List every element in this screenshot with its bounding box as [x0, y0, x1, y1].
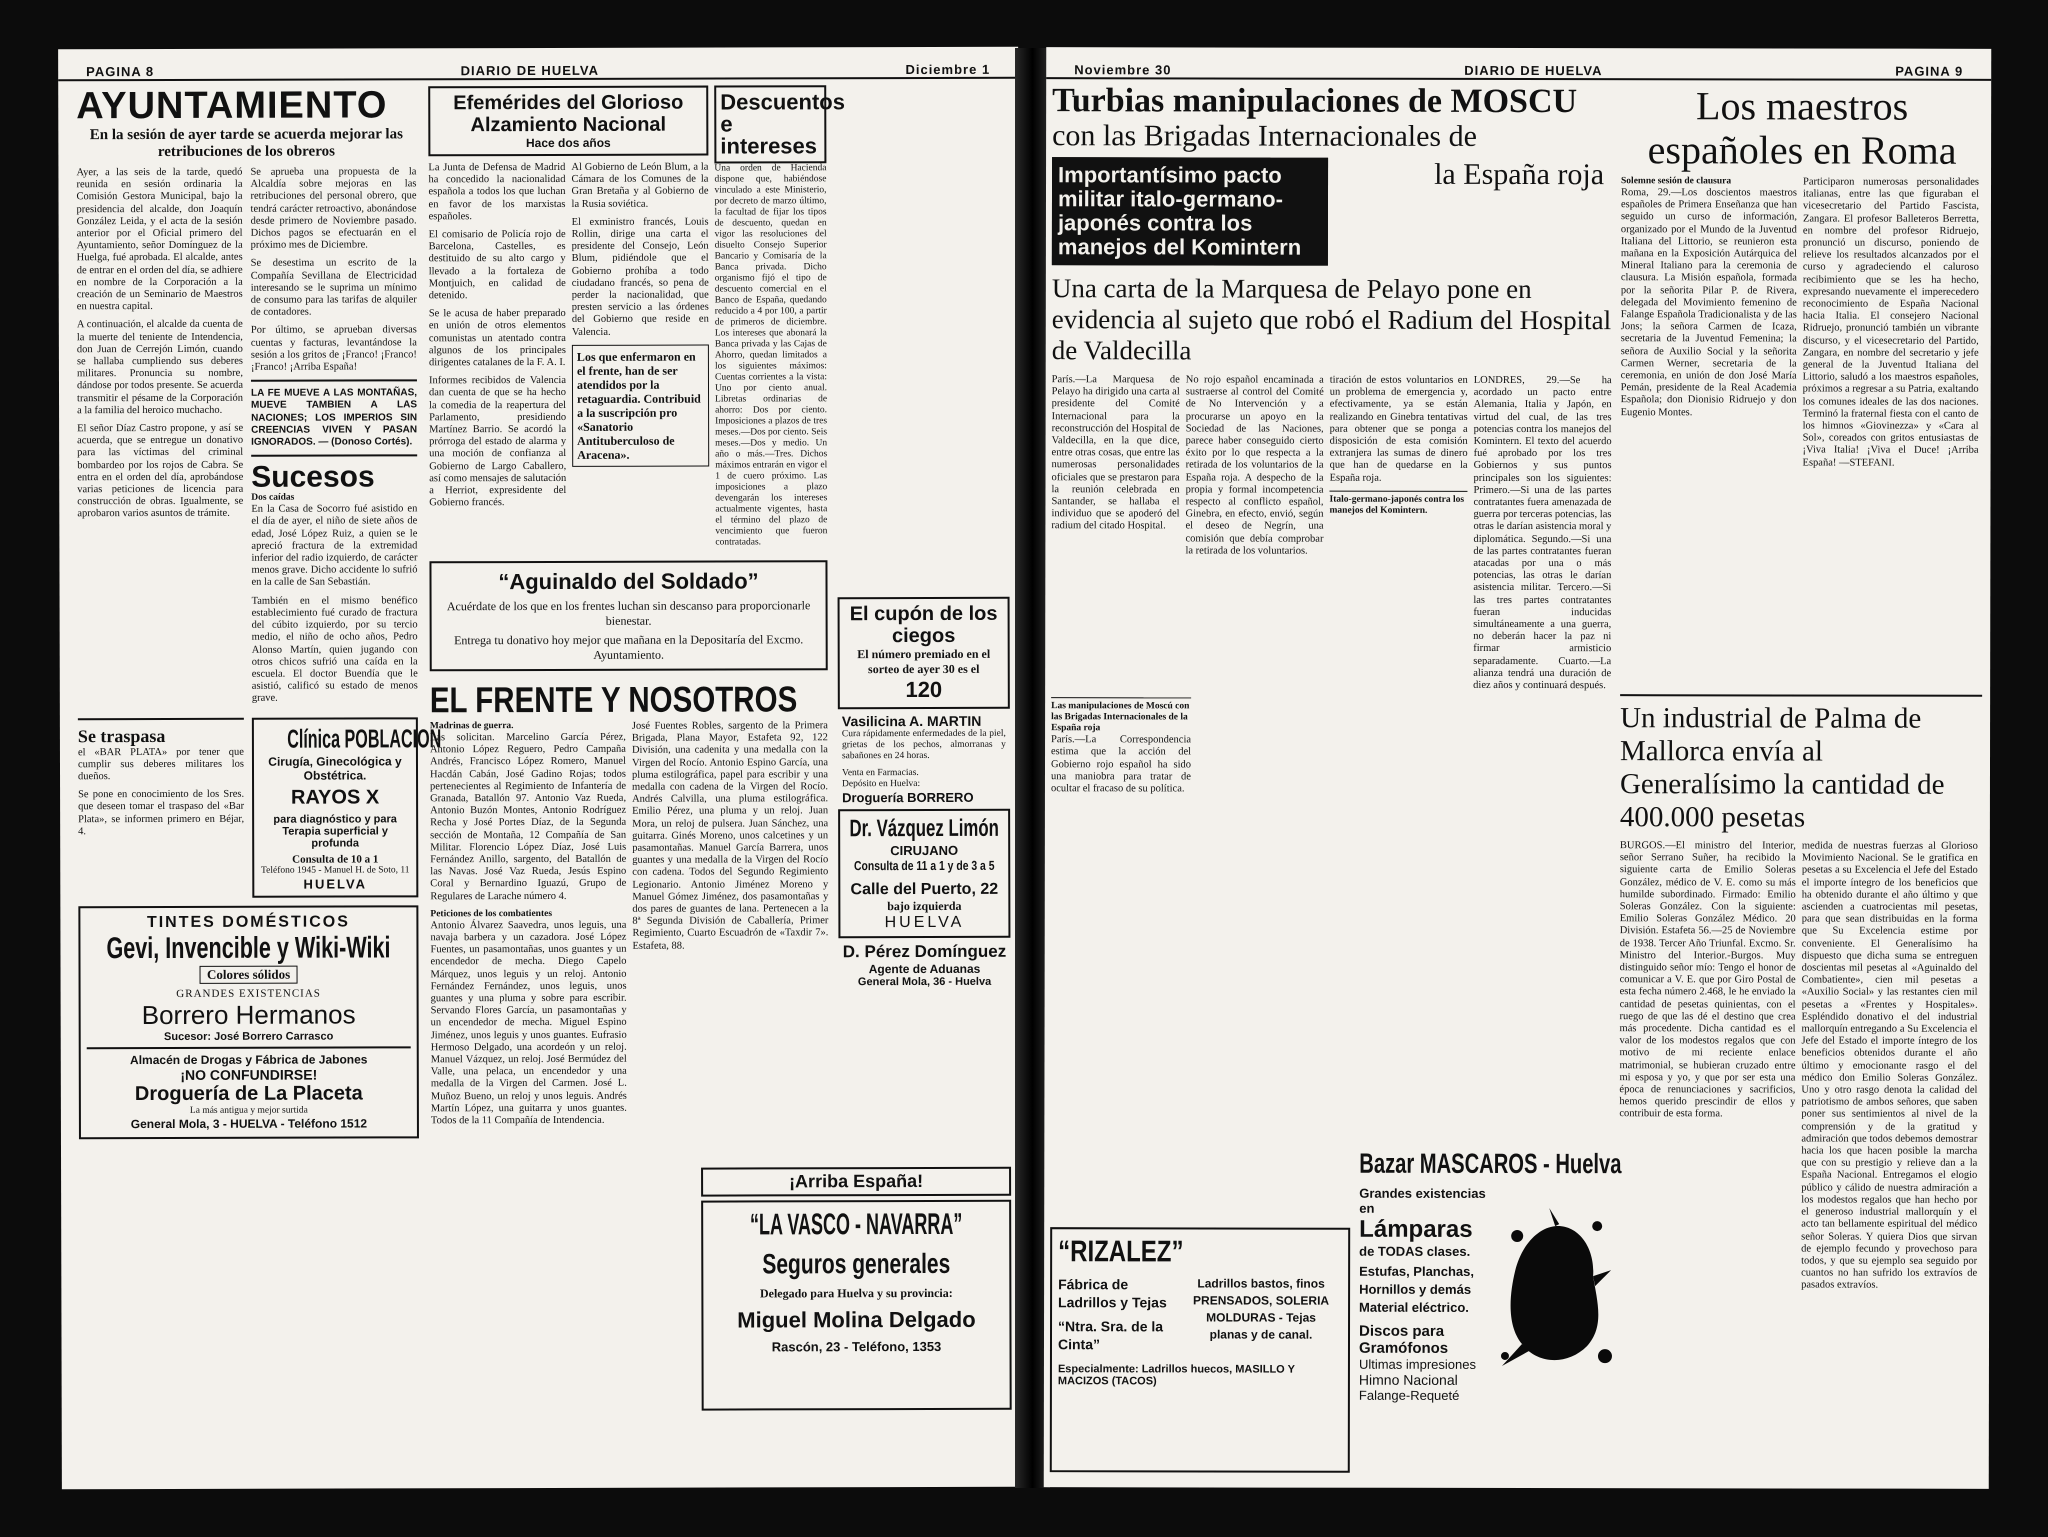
aguinaldo-title: “Aguinaldo del Soldado”	[498, 568, 759, 595]
moscu-title: con las Brigadas Internacionales de	[1052, 119, 1477, 153]
efemerides-body: Se le acusa de haber preparado en unión de otros elementos comunistas un atentado contra algunos de los principales dirigentes catalanes de la F. A. I.	[428, 308, 566, 369]
ayuntamiento-body: Se aprueba una propuesta de la Alcaldía sobre mejoras en las retribuciones del personal obrero, que tendrá carácter retroactivo, abonándose desde primero de Noviembre pasado. Dichos pagos se efectuarán en el próximo mes de Diciembre.	[250, 166, 417, 251]
bazar-line: Himno Nacional	[1358, 1371, 1458, 1388]
frente-body: Las solicitan. Marcelino García Pérez, Antonio López Reguero, Pedro Campaña Andrés, Francisco López Romero, Manuel Hacdán Cabán, José Gadino Rojas; todos pertenecientes al Regimiento de Infantería de Granada, Batallón 97. Antonio Vaz Rueda, Antonio Buzón Montes, Antonio Rodríguez Recha y José Portes Díaz, de la Segunda sección de Montaña, 12 Compañía de San Militar. Florencio López Díaz, José Luis Fernández Anillo, sargento, del Batallón de las Navas. José Vaz Rueda, Jesús Espino Coral y Bernardino Iguazú, Grupo de Regulares de Larache número 4.	[429, 731, 627, 902]
rizalez-fabrica: Fábrica de Ladrillos y Tejas	[1058, 1276, 1167, 1311]
efemerides-body: La Junta de Defensa de Madrid ha concedido la nacionalidad española a todos los que luchan en favor de los marxistas españoles.	[428, 161, 566, 223]
pacto-title: Importantísimo pacto militar italo-germano-japonés contra los manejos del Komintern	[1057, 162, 1302, 260]
bazar-line: Falange-Requeté	[1358, 1387, 1460, 1403]
page-number: PAGINA 8	[86, 64, 155, 80]
manipul-head: Las manipulaciones de Moscú con las Brigadas Internacionales de la España roja	[1051, 697, 1191, 734]
moscu-body: París.—La Marquesa de Pelayo ha dirigido una carta al presidente del Comité Internacional para la reconstrucción del Hospital de Valdecilla, en la que dice, entre otras cosas, que entre las numerosas personalidades oficiales que se prestaron para la reunión celebrada en Santander, se hallaba el individuo que se apoderó del radium del citado Hospital.	[1051, 374, 1180, 532]
rizalez-ad	[1050, 1227, 1350, 1478]
frente-body: José Fuentes Robles, sargento de la Primera Brigada, Plana Mayor, Estafeta 92, 122 División, una cadenita y una medalla con la Virgen del Rocío. Antonio Espino García, una pluma estilográfica, papel para escribir y una medalla con cadena de la Virgen del Rocío. Andrés Calvilla, una pluma estilográfica. Emilio Pérez, una pluma y un reloj. Juan Mora, un reloj de pulsera. Juan Sánchez, una guitarra. Ginés Moreno, unos calcetines y un pasamontañas. Manuel García Barrera, unos guantes y una medalla de la Virgen del Rocío con cadena. Todos del Segundo Regimiento Legionario. Antonio Jiménez Moreno y Manuel Gómez Jiménez, dos pasamontañas y dos pares de guantes de lana. Pertenecen a la 8ª Segunda División de Caballería, Primer Regimiento, Cuarto Escuadrón de «Taxdir 7». Estafeta, 88.	[631, 720, 829, 952]
ayuntamiento-body: El señor Díaz Castro propone, y así se acuerda, que se entregue un donativo para las víctimas del criminal bombardeo por los rojos de Cabra. Se entra en el orden del día, aprobándose varias peticiones de licencia para construcción de obras. Igualmente, se aprobaron varios asuntos de trámite.	[77, 422, 244, 520]
vasco-sub: Seguros generales	[762, 1247, 951, 1280]
rizalez-title: “RIZALEZ”	[1058, 1235, 1184, 1269]
industrial-article	[1619, 688, 1982, 1479]
tintes-ad	[78, 905, 419, 1139]
vazquez-ad	[838, 809, 1010, 938]
tintes-brand: Gevi, Invencible y Wiki-Wiki	[106, 930, 391, 965]
aguinaldo-body: Acuérdate de los que en los frentes luchan sin descanso para proporcionarle bienestar.	[446, 598, 811, 628]
frente-title: EL FRENTE Y NOSOTROS	[429, 678, 798, 721]
vasilicina-body: Cura rápidamente enfermedades de la piel, grietas de los pechos, almorranas y sabañones en 24 horas.	[841, 728, 1006, 762]
ink-splatter-icon	[1497, 1206, 1612, 1376]
tintes-almacen: Almacén de Drogas y Fábrica de Jabones	[130, 1051, 368, 1067]
vasilicina-venta: Venta en Farmacias.	[842, 768, 919, 779]
vasilicina-deposito: Depósito en Huelva:	[842, 779, 921, 790]
ayuntamiento-body: Ayer, a las seis de la tarde, quedó reunida en sesión ordinaria la Comisión Gestora Municipal, bajo la presidencia del alcalde, don Joaquín González Leida, y el acta de la sesión anterior por el Oficial primero del Ayuntamiento, señor Domínguez de la Huelga, fué aprobada. El alcalde, antes de entrar en el orden del día, se adhiere en nombre de la Corporación a la creación de un Seminario de Maestros en nuestra capital.	[76, 166, 243, 313]
page-number: PAGINA 9	[1895, 63, 1964, 79]
enfermos-body: Los que enfermaron en el frente, han de ser atendidos por la retaguardia. Contribuid a la suscripción pro «Sanatorio Antituberculoso de Aracena».	[576, 349, 701, 462]
efemerides-body: Al Gobierno de León Blum, a la Cámara de los Comunes de la Gran Bretaña y al Gobierno de la Rusia soviética.	[571, 161, 709, 210]
tintes-sucesor: Sucesor: José Borrero Carrasco	[163, 1030, 334, 1043]
donoso-quote: LA FE MUEVE A LAS MONTAÑAS, MUEVE TAMBIEN A LAS NACIONES; LOS IMPERIOS SIN CREENCIAS VIVEN Y PASAN IGNORADOS. — (Donoso Cortés).	[251, 387, 418, 448]
tintes-exist: GRANDES EXISTENCIAS	[176, 987, 321, 1000]
efemerides-sub: Hace dos años	[525, 135, 611, 151]
efemerides-title: Efemérides del Glorioso Alzamiento Nacional	[453, 91, 684, 137]
carta-title: Una carta de la Marquesa de Pelayo pone en evidencia al sujeto que robó el Radium del Hospital de Valdecilla	[1051, 273, 1612, 366]
vazquez-city: HUELVA	[884, 913, 965, 932]
pacto-box	[1052, 157, 1328, 265]
italo-body: LONDRES, 29.—Se ha acordado un pacto entre Alemania, Italia y Japón, en virtud del cual, de las tres potencias contra los manejos del Komintern. El texto del acuerdo fué aprobado por los tres Gobiernos y sus puntos principales son los siguientes: Primero.—Si una de las partes contratantes fuera amenazada de guerra por terceras potencias, las otras le darían asistencia moral y diplomática. Segundo.—Si una de las partes contratantes fueran atacadas por una o más potencias, las otras le darían asistencia militar. Tercero.—Si las tres partes contratantes fueran inducidas simultáneamente a una guerra, no deberán hacer la paz ni firmar armisticio separadamente. Cuarto.—La alianza tendrá una duración de diez años y continuará después.	[1473, 374, 1612, 692]
cupon-title: El cupón de los ciegos	[849, 602, 998, 648]
clinica-city: HUELVA	[303, 875, 368, 892]
traspasa-title: Se traspasa	[77, 725, 166, 746]
clinica-ad	[252, 717, 442, 897]
ayuntamiento-title: AYUNTAMIENTO	[76, 84, 388, 128]
ayuntamiento-body: A continuación, el alcalde da cuenta de la muerte del teniente de Intendencia, don Juan de Cerrejón Limón, cuando se hallaba cumpliendo sus deberes militares. Pronuncia su nombre, dándose por todos presente. Se acuerda transmitir el pésame de la Corporación a la familia del heroico muchacho.	[76, 319, 244, 417]
vasco-deleg: Delegado para Huelva y su provincia:	[759, 1285, 953, 1301]
left-running-head	[58, 55, 1018, 82]
maestros-body: Participaron numerosas personalidades italianas, entre las que figuraban el vicesecretario del Partido Fascista, Zangara. El profesor Balleteros Berretta, en nombre del profesor Ridruejo, pronunció un discurso, poniendo de relieve los resultados alcanzados por el curso y agradeciendo el caluroso recibimiento que se les ha hecho, expresando nuevamente el imperecedero reconocimiento de España Nacional hacia Italia. El consejero Nacional Ridruejo, pronunció también un vibrante discurso, y el vicesecretario del Partido, Zangara, en nombre del secretario y jefe general de la Juventud Italiana del Littorio, saludó a los maestros españoles, próximos a regresar a su Patria, exaltando los comunes ideales de las dos naciones. Terminó la fraternal fiesta con el canto de los himnos «Giovinezza» y «Cara al Sol», coreados con gritos entusiastas de ¡Viva Italia! ¡Viva el Duce! ¡Arriba España! —STEFANI.	[1802, 176, 1980, 469]
moscu-title: la España roja	[1434, 157, 1605, 192]
cupon-number: 120	[905, 676, 943, 703]
maestros-lead: Solemne sesión de clausura	[1621, 176, 1732, 187]
vasilicina-ad	[838, 709, 1010, 809]
bazar-title: Bazar MASCAROS - Huelva	[1359, 1147, 1622, 1180]
aguinaldo-box	[429, 560, 827, 671]
left-page	[58, 47, 1022, 1490]
cupon-box	[838, 597, 1010, 709]
maestros-body: Roma, 29.—Los doscientos maestros españoles de Primera Enseñanza que han seguido un curso de información, organizado por el Mundo de la Juventud Italiana del Littorio, se reunieron esta mañana en la Exposición Autárquica del Mineral Italiano para la ceremonia de clausura. La Misión española, formada por la señorita Pilar P. de Rivera, delegada del Movimiento femenino de Falange Española Tradicionalista y de las Jons; la señora Carmen de Icaza, secretaria de la Juventud Femenina; la señora de Auxilio Social y la señorita Carmen Werner, secretaria de la ceremonia, en unión de don José María Pemán, presidente de la Real Academia Española; don Dionisio Ridruejo y don Eugenio Montes.	[1620, 187, 1798, 418]
clinica-tel: Teléfono 1945 - Manuel H. de Soto, 11	[260, 864, 410, 876]
arriba-box	[701, 1167, 1011, 1197]
rizalez-especial: Especialmente: Ladrillos huecos, MASILLO Y MACIZOS (TACOS)	[1057, 1363, 1295, 1388]
vazquez-piso: bajo izquierda	[887, 898, 962, 914]
vasco-navarra-region	[701, 1167, 1012, 1468]
industrial-title: Un industrial de Palma de Mallorca envía al Generalísimo la cantidad de 400.000 pesetas	[1619, 702, 1945, 834]
moscu-title: Turbias manipulaciones de MOSCU	[1052, 82, 1578, 121]
tintes-antigua: La más antigua y mejor surtida	[189, 1105, 308, 1116]
bazar-line: de TODAS clases.	[1359, 1243, 1471, 1259]
tintes-colores: Colores sólidos	[200, 965, 297, 983]
dominguez-addr: General Mola, 36 - Huelva	[857, 975, 992, 989]
ayuntamiento-subtitle: En la sesión de ayer tarde se acuerda mejorar las retribuciones de los obreros	[89, 126, 403, 160]
sucesos-body: También en el mismo benéfico establecimiento fué curado de fractura del cúbito izquierdo, por su tercio medio, el niño de ocho años, Pedro Alonso Martín, quien jugando con otros chicos sufrió una caída en la escuela. El doctor Buendía que le asistió, calificó su estado de menos grave.	[251, 595, 418, 705]
aguinaldo-body: Entrega tu donativo hoy mejor que mañana en la Depositaría del Excmo. Ayuntamiento.	[454, 632, 804, 662]
ayuntamiento-body: Por último, se aprueban diversas cuentas y facturas, levantándose la sesión a los gritos de ¡Franco! ¡Franco! ¡Franco! ¡Arriba España!	[250, 324, 417, 373]
bazar-line: Grandes existencias en	[1359, 1185, 1486, 1216]
clinica-diag: para diagnóstico y para Terapia superficial y profunda	[273, 812, 397, 850]
vasco-navarra-ad	[701, 1200, 1012, 1411]
ayuntamiento-body: Se desestima un escrito de la Compañía Sevillana de Electricidad interesando se le suprima un mínimo de consumo para las tarifas de alquiler de contadores.	[250, 257, 417, 318]
dominguez-sub: Agente de Aduanas	[868, 961, 981, 977]
ayuntamiento-column	[76, 84, 442, 1482]
moscu-body: No rojo español encaminada a sustraerse al control del Comité de No Intervención y a procurarse un apoyo en la Sociedad de las Naciones, parece haber conseguido cierto éxito por lo que respecta a la retirada de los voluntarios de la España roja. A despecho de la propia y formal incompetencia respecto al conflicto español, Ginebra, en efecto, envió, según el deseo de Negrín, una comisión que debía comprobar la retirada de los voluntarios.	[1185, 374, 1324, 557]
paper-name: DIARIO DE HUELVA	[1464, 62, 1603, 79]
tintes-borrero: Borrero Hermanos	[141, 998, 356, 1030]
bazar-line: Estufas, Planchas, Hornillos y demás Material eléctrico.	[1359, 1263, 1475, 1315]
moscu-article	[1050, 83, 1612, 1144]
industrial-body: BURGOS.—El ministro del Interior, señor Serrano Suñer, ha recibido la siguiente carta de Emilio Soleras González, médico de V. E. como su más humilde subordinado. Firmado: Emilio Soleras González. Con la siguiente: Emilio Soleras González Médico. 20 División. Estafeta 56.—25 de Noviembre de 1938. Tercer Año Triunfal. Excmo. Sr. Ministro del Interior.-Burgos. Muy distinguido señor mío: Tengo el honor de comunicar a V. E. que por Giro Postal de esta fecha número 2.468, le he enviado la cantidad de pesetas quinientas, con el ruego de que las dé el destino que crea más procedente. Dicha cantidad es el valor de los modestos regalos que con motivo de mi reciente enlace matrimonial, se hubieran cruzado entre mi esposa y yo, y que por ser esta una época de renunciaciones y sacrificios, hemos querido prescindir de ellos y contribuir de esta forma.	[1619, 840, 1796, 1120]
frente-lead: Madrinas de guerra.	[429, 721, 514, 732]
moscu-body: tiración de estos voluntarios en un problema de emergencia y, efectivamente, ya se están realizando en Ginebra tentativas para obtener que se ponga a disposición de esta comisión extranjera las sumas de dinero que han de quedarse en la España roja.	[1329, 374, 1468, 484]
cupon-body: El número premiado en el sorteo de ayer 30 es el	[857, 646, 991, 677]
sucesos-title: Sucesos	[251, 460, 375, 495]
clinica-sub: Cirugía, Ginecológica y Obstétrica.	[268, 753, 402, 783]
frente-peticiones: Peticiones de los combatientes	[430, 908, 553, 920]
traspasa-body: el «BAR PLATA» por tener que cumplir sus deberes militares los dueños.	[77, 746, 245, 783]
vasco-name: Miguel Molina Delgado	[737, 1306, 976, 1333]
efemerides-body: El exministro francés, Louis Rollin, dirige una carta el presidente del Consejo, León Blum, pidiéndole que el Gobierno prohíba a todo ciudadano francés, so pena de perder la nacionalidad, que presten servicio a las órdenes del Gobierno que reside en Valencia.	[571, 216, 709, 338]
arriba-text: ¡Arriba España!	[789, 1170, 924, 1192]
tintes-head: TINTES DOMÉSTICOS	[146, 913, 350, 931]
paper-name: DIARIO DE HUELVA	[460, 62, 599, 79]
rizalez-products: Ladrillos bastos, finos PRENSADOS, SOLERIA MOLDURAS - Tejas planas y de canal.	[1193, 1276, 1330, 1342]
maestros-title: Los maestros españoles en Roma	[1647, 83, 1957, 173]
rizalez-box	[1050, 1227, 1350, 1473]
vasilicina-drogueria: Droguería BORRERO	[842, 789, 974, 806]
bazar-line: Ultimas impresiones	[1358, 1356, 1477, 1372]
tintes-no: ¡NO CONFUNDIRSE!	[180, 1066, 318, 1083]
issue-date: Noviembre 30	[1074, 62, 1172, 78]
maestros-article	[1620, 84, 1983, 685]
clinica-rayos: RAYOS X	[290, 785, 380, 809]
manipul-body: París.—La Correspondencia estima que la acción del Gobierno rojo español ha sido una maniobra para tratar de ocultar el fracaso de su política.	[1050, 734, 1192, 795]
enfermos-box	[572, 344, 709, 466]
vazquez-sub: CIRUJANO	[890, 842, 959, 859]
dominguez-title: D. Pérez Domínguez	[842, 941, 1007, 962]
bazar-ad	[1358, 1147, 1622, 1478]
italo-head: Italo-germano-japonés contra los manejos del Komintern.	[1330, 490, 1468, 516]
tintes-drogueria: Droguería de La Placeta	[134, 1081, 363, 1105]
newspaper-spread	[60, 48, 1990, 1488]
sucesos-lead: Dos caídas	[251, 492, 295, 504]
vasilicina-title: Vasilicina A. MARTIN	[841, 712, 982, 730]
industrial-body: medida de nuestras fuerzas al Glorioso Movimiento Nacional. Se le gratifica en pesetas a su Excelencia el Jefe del Estado el importe íntegro de los beneficios que ha obtenido durante el año último y que ascienden a cuatrocientas mil pesetas, para que sean distribuidas en la forma que Su Excelencia estime por conveniente. El Generalísimo ha dispuesto que dicha suma se entreguen doscientas mil pesetas al «Aguinaldo del Combatiente», cien mil pesetas a «Auxilio Social» y las restantes cien mil pesetas a «Frentes y Hospitales». Espléndido donativo el del industrial mallorquín entregando a Su Excelencia el Jefe del Estado el importe íntegro de los beneficios obtenidos durante el año último y emocionante rasgo el del médico don Emilio Soleras González. Uno y otro rasgo denota la calidad del patriotismo de ambos señores, que saben poner sus sentimientos al nivel de la comprensión y de la gratitud y admiración que todos debemos demostrar hacia los que hacen posible la marcha que con su prestigio y relieve dan a la España Nacional. Entregamos el elogio público y cálido de nuestra admiración a los modestos regalos que han hecho por el generoso industrial mallorquín y el acto tan bellamente espiritual del médico señor Soleras. Y quiera Dios que sirvan de ejemplo fecundo y provechoso para todos, y que su ejemplo sea seguido por cuantos no han sufrido los extravíos de pasados extravíos.	[1801, 840, 1978, 1291]
right-running-head	[1046, 55, 1991, 81]
issue-date: Diciembre 1	[905, 61, 991, 78]
bazar-line: Lámparas	[1359, 1215, 1473, 1243]
vazquez-consulta: Consulta de 11 a 1 y de 3 a 5	[853, 857, 995, 874]
traspasa-body: Se pone en conocimiento de los Sres. que deseen tomar el traspaso del «Bar Plata», se informen primero en Béjar, 4.	[78, 788, 245, 837]
descuentos-title: Descuentos e intereses	[720, 89, 846, 159]
vasco-addr: Rascón, 23 - Teléfono, 1353	[771, 1338, 942, 1355]
clinica-consulta: Consulta de 10 a 1	[292, 852, 379, 866]
efemerides-box	[428, 86, 708, 157]
dominguez-ad	[838, 938, 1010, 992]
right-page	[1044, 47, 1992, 1489]
efemerides-body: El comisario de Policía rojo de Barcelona, Castelles, es destituido de su alto cargo y llevado a la fortaleza de Montjuich, en calidad de detenido.	[428, 228, 566, 302]
frente-body: Antonio Álvarez Saavedra, unos leguis, una navaja barbera y un cazadora. José López Fuentes, un pasamontañas, unos guantes y un encendedor de mecha. Diego Capelo Márquez, unos leguis y un reloj. Antonio Fernández Fernández, unos leguis, unos guantes y una pluma y sobre para escribir. Servando Flores García, un pasamontañas y un encendedor de mecha. Miguel Espino Jiménez, unos leguis y unos guantes. Eufrasio Hermoso Delgado, una acordeón y un reloj. Manuel Vázquez, un reloj. José Bermúdez del Valle, una pelaca, un encendedor y una medalla de la Virgen del Carmen. José L. Muñoz Bueno, un reloj y unos leguis. Andrés Martín López, una guitarra y unos guantes. Todos de la 11 Compañía de Intendencia.	[430, 919, 627, 1127]
descuentos-body: Una orden de Hacienda dispone que, habiéndose vinculado a este Ministerio, por decreto de marzo último, la facultad de fijar los tipos de descuento, quedan en vigor las resoluciones del disuelto Consejo Superior Bancario y Comisaría de la Banca privada. Dicho organismo fijó el tipo de descuento comercial en el Banco de España, quedando reducido a 4 por 100, a partir de primeros de diciembre. Los intereses que abonará la Banca privada y las Cajas de Ahorro, quedan limitados a los siguientes máximos: Cuentas corrientes a la vista: Uno por ciento anual. Libretas ordinarias de ahorro: Dos por ciento. Imposiciones a plazos de tres meses.—Dos por ciento. Seis meses.—Dos y medio. Un año o más.—Tres. Dichos máximos entrarán en vigor el 1 de cuero próximo. Las imposiciones a plazo devengarán los intereses actualmente vigentes, hasta el término del plazo de vencimiento que fueron contratadas.	[714, 163, 828, 548]
sucesos-body: En la Casa de Socorro fué asistido en el día de ayer, el niño de siete años de edad, José López Ruiz, a quien se le apreció fractura de la extremidad inferior del radio izquierdo, de carácter menos grave. Dicho accidente lo sufrió en la calle de San Sebastián.	[251, 503, 418, 589]
vasco-title: “LA VASCO - NAVARRA”	[749, 1207, 963, 1242]
efemerides-body: Informes recibidos de Valencia dan cuenta de que se ha hecho la comedia de la reapertura del Parlamento, presidiendo Martínez Barrio. Se acordó la prórroga del estado de alarma y una moción de confianza al Gobierno de Largo Caballero, así como mensajes de salutación a Herriot, expresidente del Gobierno francés.	[428, 375, 567, 509]
rizalez-ntra: “Ntra. Sra. de la Cinta”	[1057, 1318, 1164, 1353]
descuentos-box	[714, 85, 846, 163]
tintes-addr: General Mola, 3 - HUELVA - Teléfono 1512	[130, 1115, 368, 1131]
vazquez-calle: Calle del Puerto, 22	[850, 880, 999, 899]
clinica-title: Clínica POBLACION	[287, 722, 442, 754]
bazar-line: Discos para Gramófonos	[1358, 1322, 1449, 1357]
vazquez-title: Dr. Vázquez Limón	[849, 814, 999, 843]
